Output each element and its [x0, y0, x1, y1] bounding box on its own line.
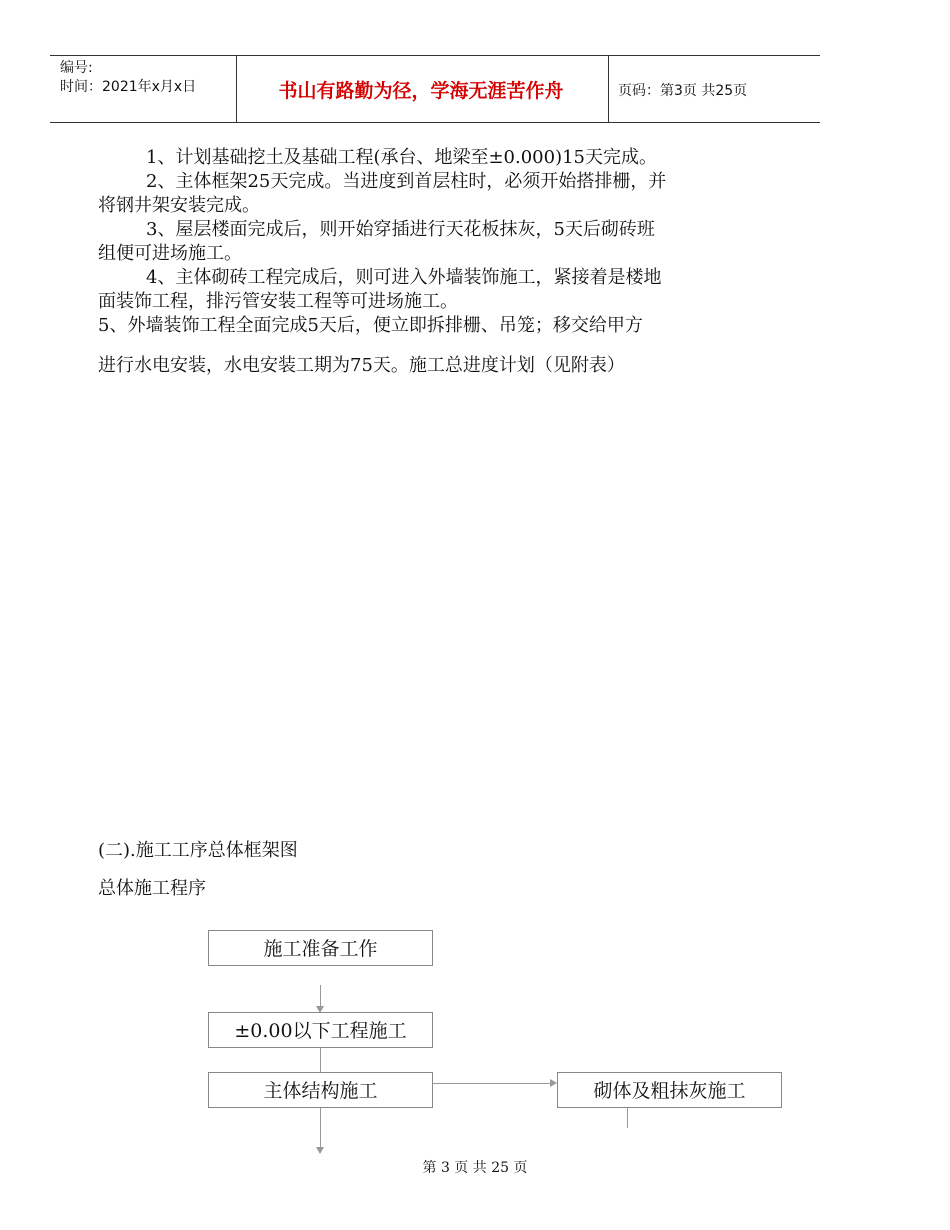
- paragraph-line: 4、主体砌砖工程完成后，则可进入外墙装饰施工，紧接着是楼地: [146, 267, 662, 288]
- paragraph-line: 面装饰工程，排污管安装工程等可进场施工。: [98, 291, 458, 312]
- arrow-down-icon: [316, 1147, 324, 1154]
- flow-box-masonry: 砌体及粗抹灰施工: [557, 1072, 782, 1108]
- paragraph-line: 1、计划基础挖土及基础工程(承台、地梁至±0.000)15天完成。: [146, 147, 658, 168]
- header-meta: [60, 59, 196, 97]
- flow-box-preparation: 施工准备工作: [208, 930, 433, 966]
- time-label: 时间：2021年x月x日: [60, 79, 197, 95]
- number-label: 编号:: [60, 60, 93, 76]
- page-header: [50, 55, 820, 123]
- paragraph-line: 将钢井架安装完成。: [98, 195, 260, 216]
- paragraph-line: 5、外墙装饰工程全面完成5天后，便立即拆排栅、吊笼；移交给甲方: [98, 315, 643, 336]
- flow-box-foundation: ±0.00以下工程施工: [208, 1012, 433, 1048]
- paragraph-line: 进行水电安装，水电安装工期为75天。施工总进度计划（见附表）: [98, 355, 625, 376]
- flow-connector: [320, 985, 321, 1007]
- paragraph-line: 2、主体框架25天完成。当进度到首层柱时，必须开始搭排栅，并: [146, 171, 667, 192]
- header-page-info: 页码：第3页 共25页: [618, 83, 748, 99]
- flow-connector: [320, 1108, 321, 1148]
- section-subheading: 总体施工程序: [98, 878, 206, 899]
- section-heading: (二).施工工序总体框架图: [98, 840, 298, 861]
- flow-connector: [433, 1083, 551, 1084]
- flow-connector: [627, 1108, 628, 1128]
- header-divider: [608, 56, 609, 122]
- page-footer: 第 3 页 共 25 页: [422, 1160, 528, 1176]
- flow-box-main-structure: 主体结构施工: [208, 1072, 433, 1108]
- arrow-right-icon: [550, 1079, 557, 1087]
- paragraph-line: 3、屋层楼面完成后，则开始穿插进行天花板抹灰，5天后砌砖班: [146, 219, 655, 240]
- paragraph-line: 组便可进场施工。: [98, 243, 242, 264]
- flow-connector: [320, 1048, 321, 1072]
- header-motto: 书山有路勤为径，学海无涯苦作舟: [278, 80, 564, 102]
